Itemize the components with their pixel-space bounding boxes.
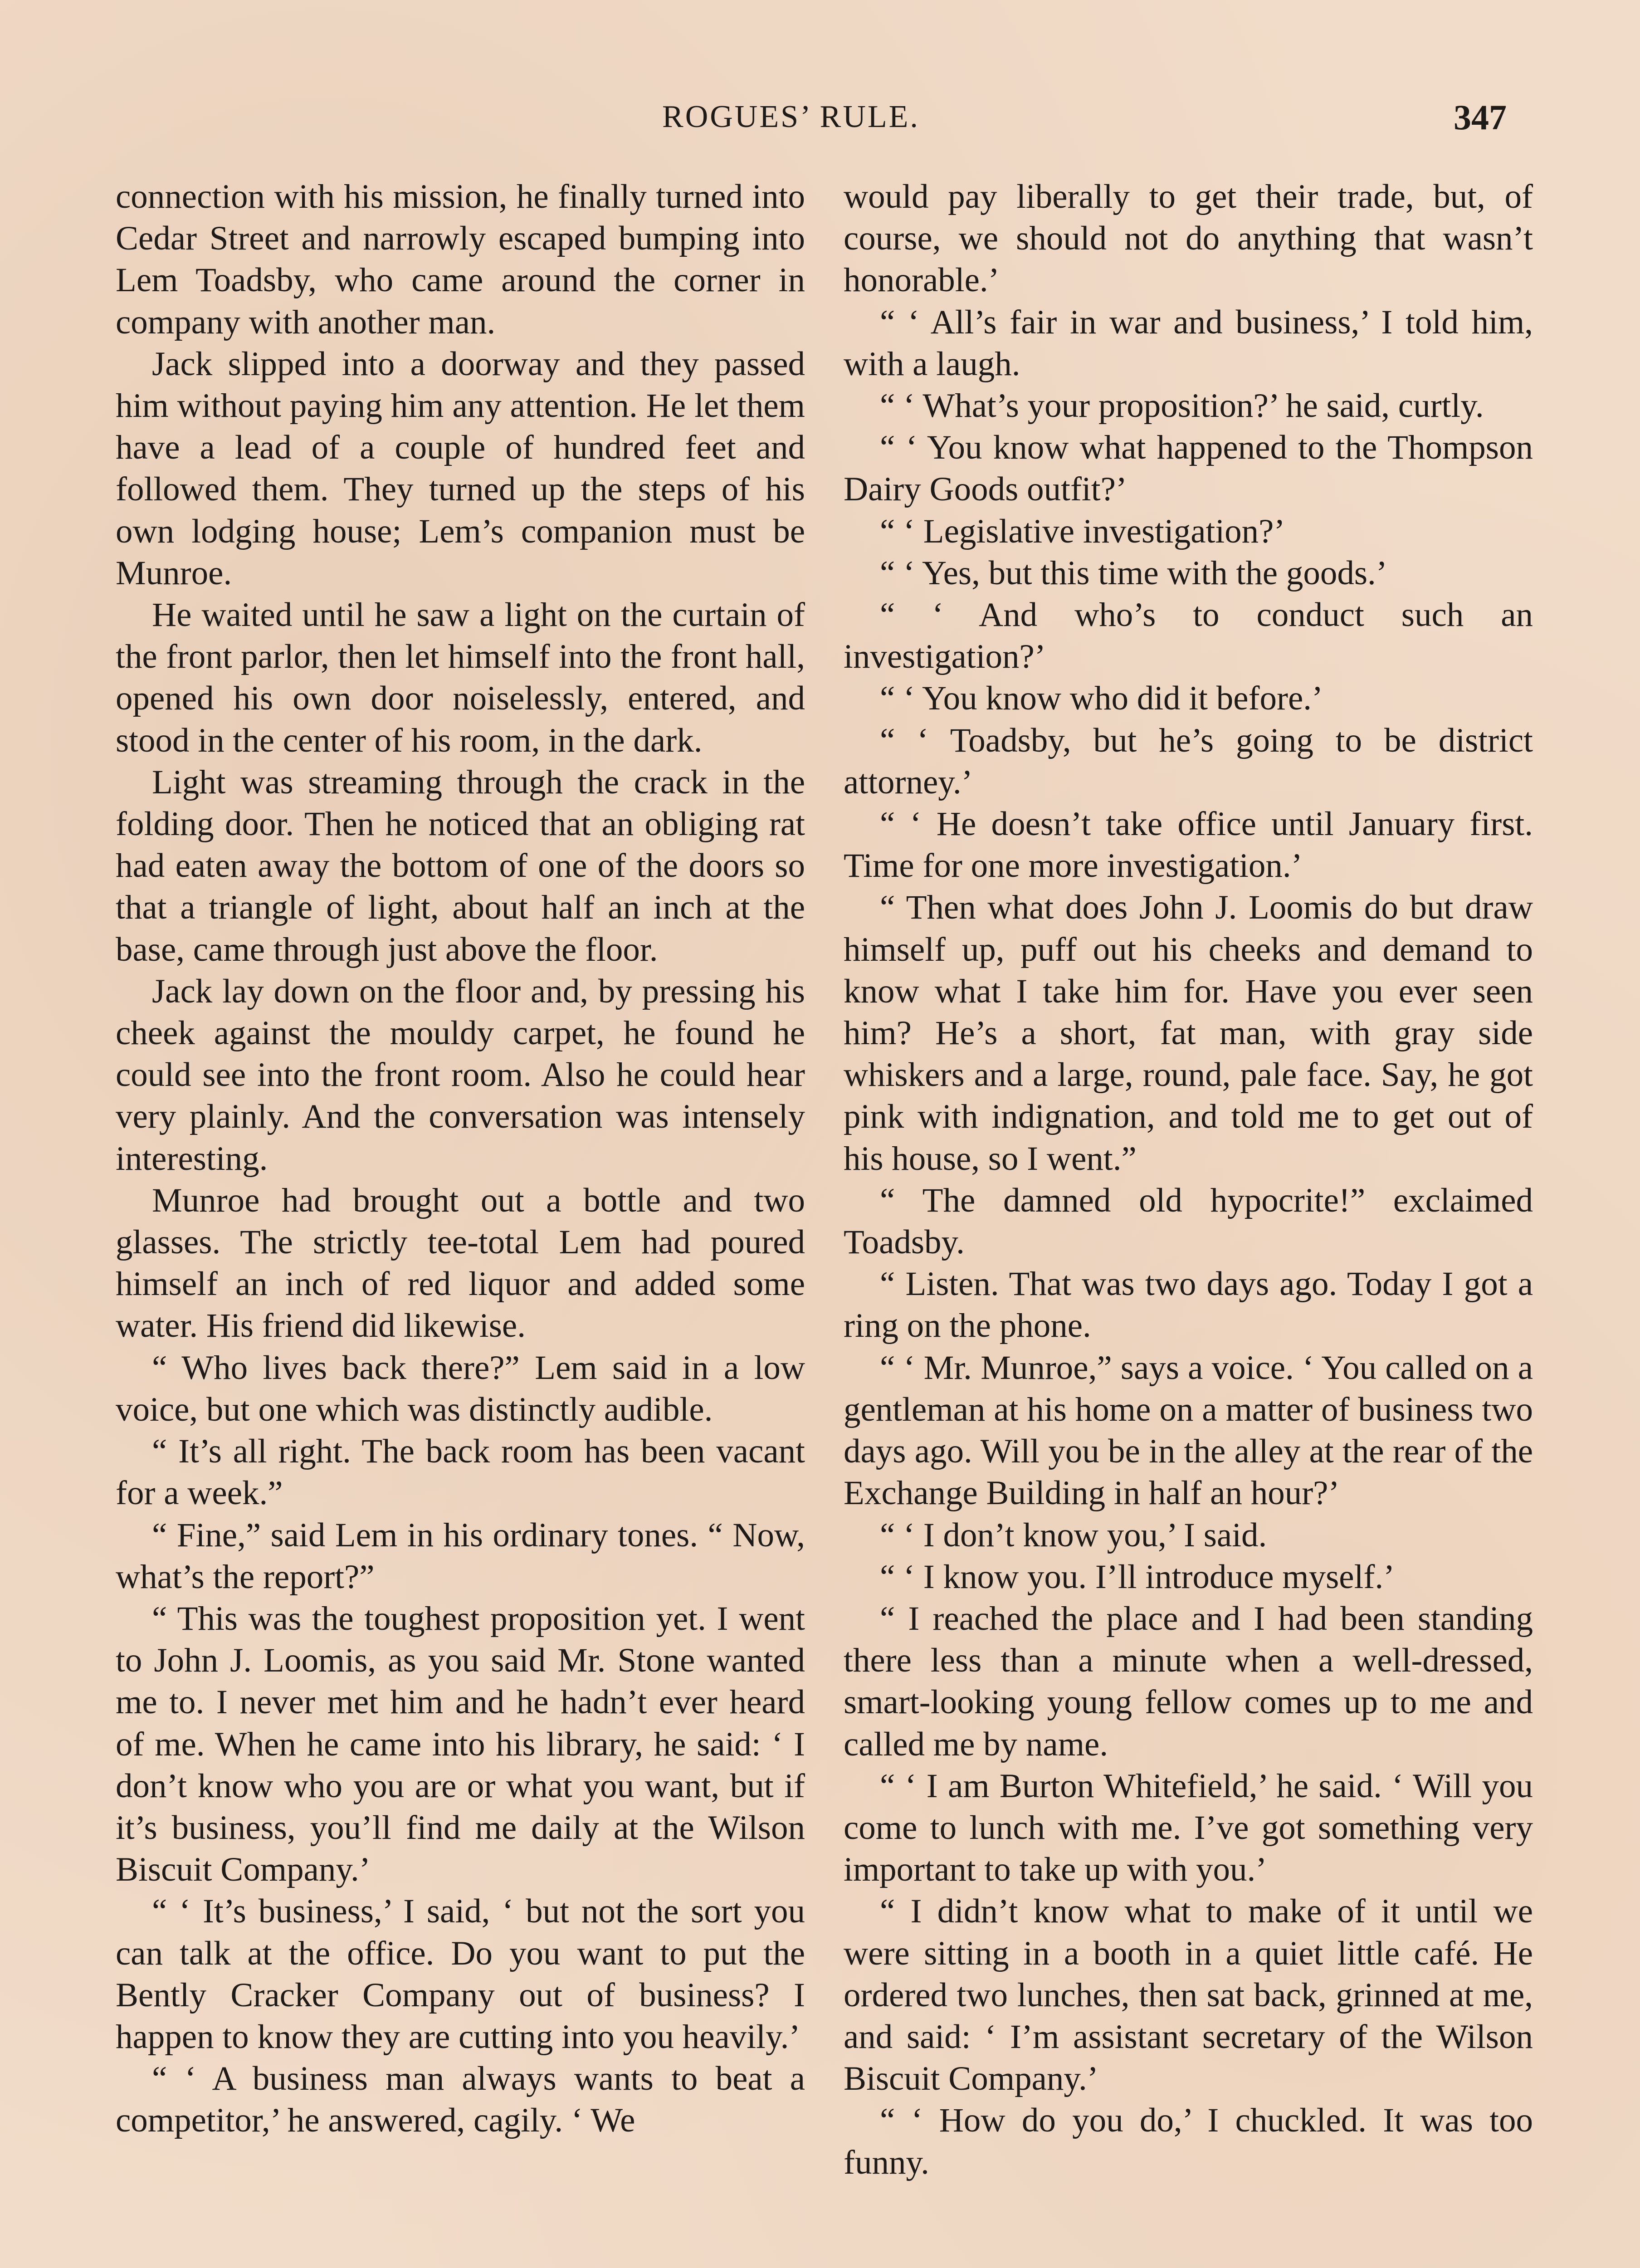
paragraph: Munroe had brought out a bottle and two glasses. The strictly tee-total Lem had poured himself an inch of red liquor and added some water. His friend did likewise. (116, 1181, 805, 1345)
paragraph: would pay liberally to get their trade, but, of course, we should not do anything that wasn’t honorable.’ (844, 178, 1533, 299)
paragraph: “ Fine,” said Lem in his ordinary tones. “ Now, what’s the report?” (116, 1516, 805, 1596)
paragraph: “ ‘ I am Burton Whitefield,’ he said. ‘ Will you come to lunch with me. I’ve got something very important to take up with you.’ (844, 1767, 1533, 1889)
paragraph: He waited until he saw a light on the curtain of the front parlor, then let himself into the front hall, opened his own door noiselessly, entered, and stood in the center of his room, in the dark. (116, 596, 805, 759)
paragraph: “ Listen. That was two days ago. Today I got a ring on the phone. (844, 1265, 1533, 1345)
paragraph: “ I didn’t know what to make of it until we were sitting in a booth in a quiet little café. He ordered two lunches, then sat back, grinned at me, and said: ‘ I’m assistant secretary of the Wilson Biscuit Company.’ (844, 1892, 1533, 2098)
paragraph: “ Who lives back there?” Lem said in a low voice, but one which was distinctly audible. (116, 1349, 805, 1428)
paragraph: “ ‘ All’s fair in war and business,’ I told him, with a laugh. (844, 303, 1533, 383)
paragraph: connection with his mission, he finally turned into Cedar Street and narrowly escaped bumping into Lem Toadsby, who came around the corner in company with another man. (116, 178, 805, 341)
paragraph: “ ‘ What’s your proposition?’ he said, curtly. (880, 387, 1484, 425)
paragraph: “ ‘ Legislative investigation?’ (880, 512, 1285, 550)
paragraph: “ This was the toughest proposition yet. I went to John J. Loomis, as you said Mr. Stone wanted me to. I never met him and he hadn’t ever heard of me. When he came into his library, he said: ‘ I don’t know who you are or what you want, but if it’s business, you’ll find me daily at the Wilson Biscuit Company.’ (116, 1599, 805, 1889)
paragraph: “ ‘ I know you. I’ll introduce myself.’ (880, 1558, 1395, 1596)
paragraph: “ ‘ You know what happened to the Thompson Dairy Goods outfit?’ (844, 429, 1533, 508)
paragraph: “ ‘ Yes, but this time with the goods.’ (880, 554, 1387, 592)
paragraph: “ ‘ I don’t know you,’ I said. (880, 1516, 1267, 1554)
left-column (116, 176, 805, 2142)
page-number: 347 (1454, 98, 1507, 137)
right-column (844, 176, 1533, 2184)
paragraph: “ ‘ How do you do,’ I chuckled. It was too funny. (844, 2102, 1533, 2181)
paragraph: “ It’s all right. The back room has been vacant for a week.” (116, 1432, 805, 1512)
paragraph: “ The damned old hypocrite!” exclaimed Toadsby. (844, 1181, 1533, 1261)
paragraph: Jack lay down on the floor and, by pressing his cheek against the mouldy carpet, he found he could see into the front room. Also he could hear very plainly. And the conversation was intensely interesting. (116, 972, 805, 1178)
paragraph: Light was streaming through the crack in the folding door. Then he noticed that an obliging rat had eaten away the bottom of one of the doors so that a triangle of light, about half an inch at the base, came through just above the floor. (116, 763, 805, 968)
paragraph: “ ‘ You know who did it before.’ (880, 679, 1323, 718)
paragraph: “ ‘ Mr. Munroe,” says a voice. ‘ You called on a gentleman at his home on a matter of business two days ago. Will you be in the alley at the rear of the Exchange Building in half an hour?’ (844, 1349, 1533, 1512)
paragraph: “ I reached the place and I had been standing there less than a minute when a well-dressed, smart-looking young fellow comes up to me and called me by name. (844, 1599, 1533, 1763)
page-header (0, 99, 1640, 153)
paragraph: “ Then what does John J. Loomis do but draw himself up, puff out his cheeks and demand to know what I take him for. Have you ever seen him? He’s a short, fat man, with gray side whiskers and a large, round, pale face. Say, he got pink with indignation, and told me to get out of his house, so I went.” (844, 889, 1533, 1178)
paragraph: “ ‘ A business man always wants to beat a competitor,’ he answered, cagily. ‘ We (116, 2060, 805, 2140)
paragraph: “ ‘ It’s business,’ I said, ‘ but not the sort you can talk at the office. Do you want to put the Bently Cracker Company out of business? I happen to know they are cutting into you heavily.’ (116, 1892, 805, 2056)
paragraph: “ ‘ Toadsby, but he’s going to be district attorney.’ (844, 721, 1533, 801)
paragraph: “ ‘ And who’s to conduct such an investigation?’ (844, 596, 1533, 676)
paragraph: “ ‘ He doesn’t take office until January first. Time for one more investigation.’ (844, 805, 1533, 885)
running-head: ROGUES’ RULE. (662, 99, 920, 134)
paragraph: Jack slipped into a doorway and they passed him without paying him any attention. He let them have a lead of a couple of hundred feet and followed them. They turned up the steps of his own lodging house; Lem’s companion must be Munroe. (116, 345, 805, 592)
